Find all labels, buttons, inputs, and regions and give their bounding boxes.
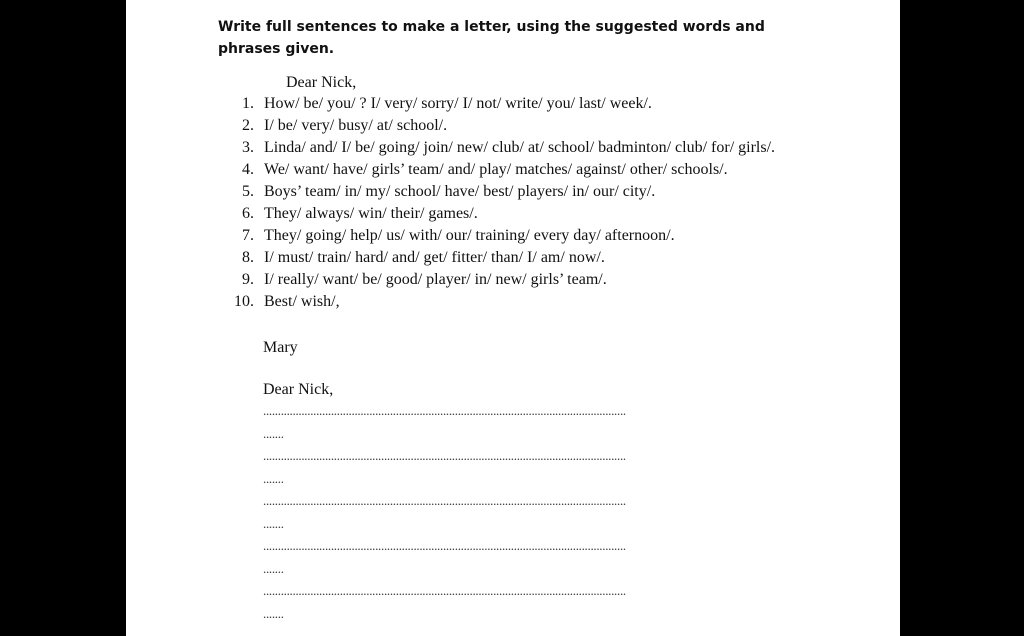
item-number: 8. [242, 249, 254, 266]
item-number: 7. [242, 227, 254, 244]
item-text: We/ want/ have/ girls’ team/ and/ play/ matches/ against/ other/ schools/. [264, 161, 728, 178]
list-item [230, 93, 820, 115]
item-text: They/ always/ win/ their/ games/. [264, 205, 478, 222]
answer-line: ....... [263, 515, 284, 531]
list-item [230, 181, 820, 203]
letter-signature: Mary [263, 339, 298, 356]
answer-line: ....... [263, 470, 284, 486]
list-item [230, 247, 820, 269]
answer-line: ........................................................................................................................... [263, 493, 626, 508]
item-text: Best/ wish/, [264, 293, 340, 310]
answer-lines [263, 400, 626, 625]
answer-line: ....... [263, 605, 284, 621]
item-number: 2. [242, 117, 254, 134]
answer-line: ........................................................................................................................... [263, 448, 626, 463]
list-item [230, 159, 820, 181]
item-text: How/ be/ you/ ? I/ very/ sorry/ I/ not/ write/ you/ last/ week/. [264, 95, 652, 112]
document-page [126, 0, 900, 636]
item-number: 10. [234, 293, 254, 310]
answer-line: ........................................................................................................................... [263, 583, 626, 598]
item-text: I/ be/ very/ busy/ at/ school/. [264, 117, 448, 134]
item-number: 6. [242, 205, 254, 222]
list-item [230, 291, 820, 313]
item-text: They/ going/ help/ us/ with/ our/ training/ every day/ afternoon/. [264, 227, 675, 244]
item-number: 9. [242, 271, 254, 288]
answer-line: ....... [263, 560, 284, 576]
item-number: 3. [242, 139, 254, 156]
list-item [230, 203, 820, 225]
list-item [230, 269, 820, 291]
instruction-heading: Write full sentences to make a letter, using the suggested words and phrases given. [218, 19, 765, 57]
item-text: Boys’ team/ in/ my/ school/ have/ best/ players/ in/ our/ city/. [264, 183, 656, 200]
prompt-list [230, 93, 820, 313]
item-number: 5. [242, 183, 254, 200]
answer-line: ........................................................................................................................... [263, 403, 626, 418]
letter-greeting: Dear Nick, [286, 74, 357, 91]
item-text: I/ must/ train/ hard/ and/ get/ fitter/ than/ I/ am/ now/. [264, 249, 605, 266]
list-item [230, 225, 820, 247]
list-item [230, 115, 820, 137]
answer-line: ....... [263, 425, 284, 441]
answer-greeting: Dear Nick, [263, 381, 334, 398]
item-number: 4. [242, 161, 254, 178]
item-number: 1. [242, 95, 254, 112]
list-item [230, 137, 820, 159]
answer-line: ........................................................................................................................... [263, 538, 626, 553]
item-text: Linda/ and/ I/ be/ going/ join/ new/ club/ at/ school/ badminton/ club/ for/ girls/. [264, 139, 776, 156]
item-text: I/ really/ want/ be/ good/ player/ in/ new/ girls’ team/. [264, 271, 607, 288]
